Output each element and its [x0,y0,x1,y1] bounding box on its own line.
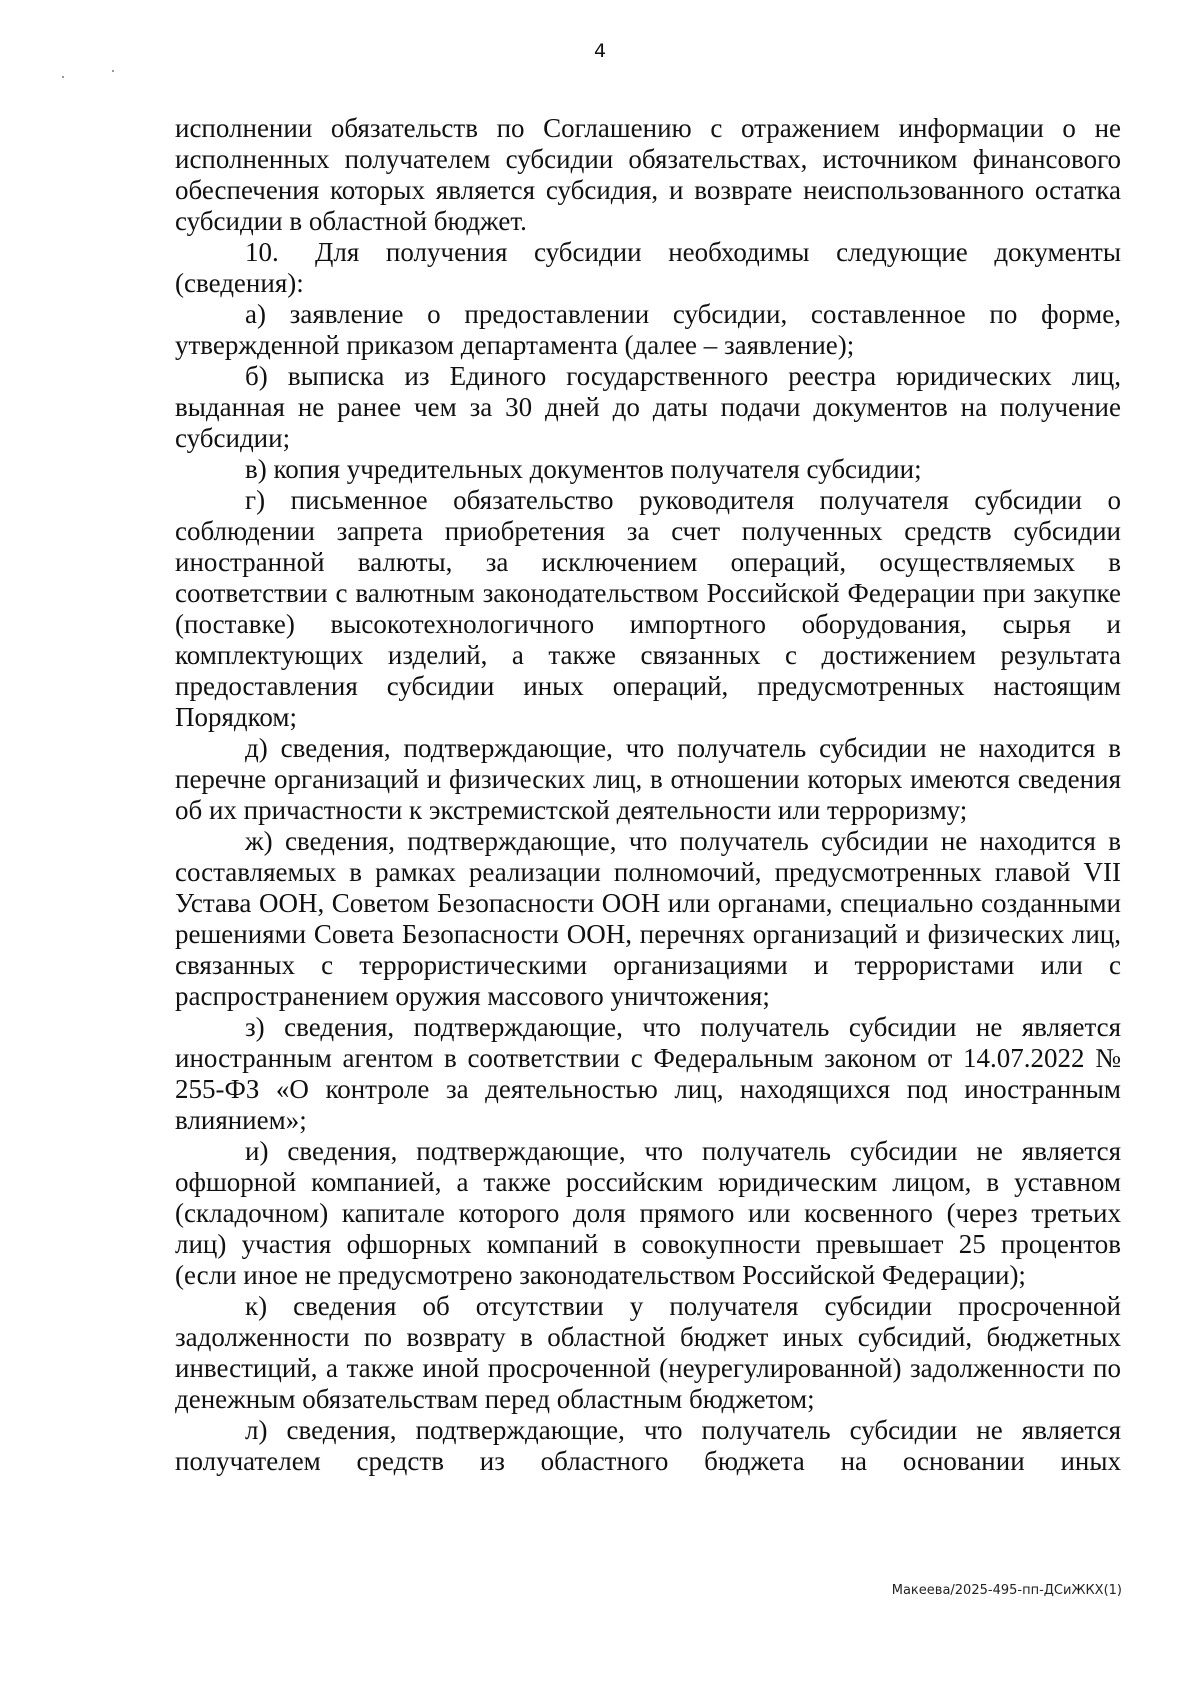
scan-speck [62,76,64,78]
list-item-v: в) копия учредительных документов получателя субсидии; [245,454,922,484]
list-item-g: г) письменное обязательство руководителя получателя субсидии о соблюдении запрета приобретения за счет полученных средств субсидии иностранной валюты, за исключением операций, осуществляемых в соответствии с валютным законодательством Российской Федерации при закупке (поставке) высокотехнологичного импортного оборудования, сырья и комплектующих изделий, а также связанных с достижением результата предоставления субсидии иных операций, предусмотренных настоящим Порядком; [175,485,1121,732]
list-item-k: к) сведения об отсутствии у получателя субсидии просроченной задолженности по возврату в областной бюджет иных субсидий, бюджетных инвестиций, а также иной просроченной (неурегулированной) задолженности по денежным обязательствам перед областным бюджетом; [175,1291,1121,1414]
page-number: 4 [593,40,607,62]
list-item-b: б) выписка из Единого государственного реестра юридических лиц, выданная не ранее чем за 30 дней до даты подачи документов на получение субсидии; [175,361,1121,453]
list-item-zh: ж) сведения, подтверждающие, что получатель субсидии не находится в составляемых в рамках реализации полномочий, предусмотренных главой VII Устава ООН, Советом Безопасности ООН или органами, специально созданными решениями Совета Безопасности ООН, перечнях организаций и физических лиц, связанных с террористическими организациями и террористами или с распространением оружия массового уничтожения; [175,826,1121,1011]
document-code: Макеева/2025-495-пп-ДСиЖКХ(1) [891,1583,1122,1598]
document-body [175,113,1121,1477]
item-number: 10. [245,237,279,267]
item-10-text: Для получения субсидии необходимы следующие документы (сведения): [175,237,1121,298]
scan-speck [112,70,114,72]
paragraph-item-10 [175,237,1121,299]
list-item-d: д) сведения, подтверждающие, что получатель субсидии не находится в перечне организаций и физических лиц, в отношении которых имеются сведения об их причастности к экстремистской деятельности или терроризму; [175,733,1121,825]
list-item-z: з) сведения, подтверждающие, что получатель субсидии не является иностранным агентом в соответствии с Федеральным законом от 14.07.2022 № 255-ФЗ «О контроле за деятельностью лиц, находящихся под иностранным влиянием»; [175,1012,1121,1135]
list-item-a: а) заявление о предоставлении субсидии, составленное по форме, утвержденной приказом департамента (далее – заявление); [175,299,1121,360]
list-item-l: л) сведения, подтверждающие, что получатель субсидии не является получателем средств из областного бюджета на основании иных [175,1415,1121,1476]
list-item-i: и) сведения, подтверждающие, что получатель субсидии не является офшорной компанией, а также российским юридическим лицом, в уставном (складочном) капитале которого доля прямого или косвенного (через третьих лиц) участия офшорных компаний в совокупности превышает 25 процентов (если иное не предусмотрено законодательством Российской Федерации); [175,1136,1121,1290]
paragraph-continuation: исполнении обязательств по Соглашению с отражением информации о не исполненных получателем субсидии обязательствах, источником финансового обеспечения которых является субсидия, и возврате неиспользованного остатка субсидии в областной бюджет. [175,113,1121,236]
